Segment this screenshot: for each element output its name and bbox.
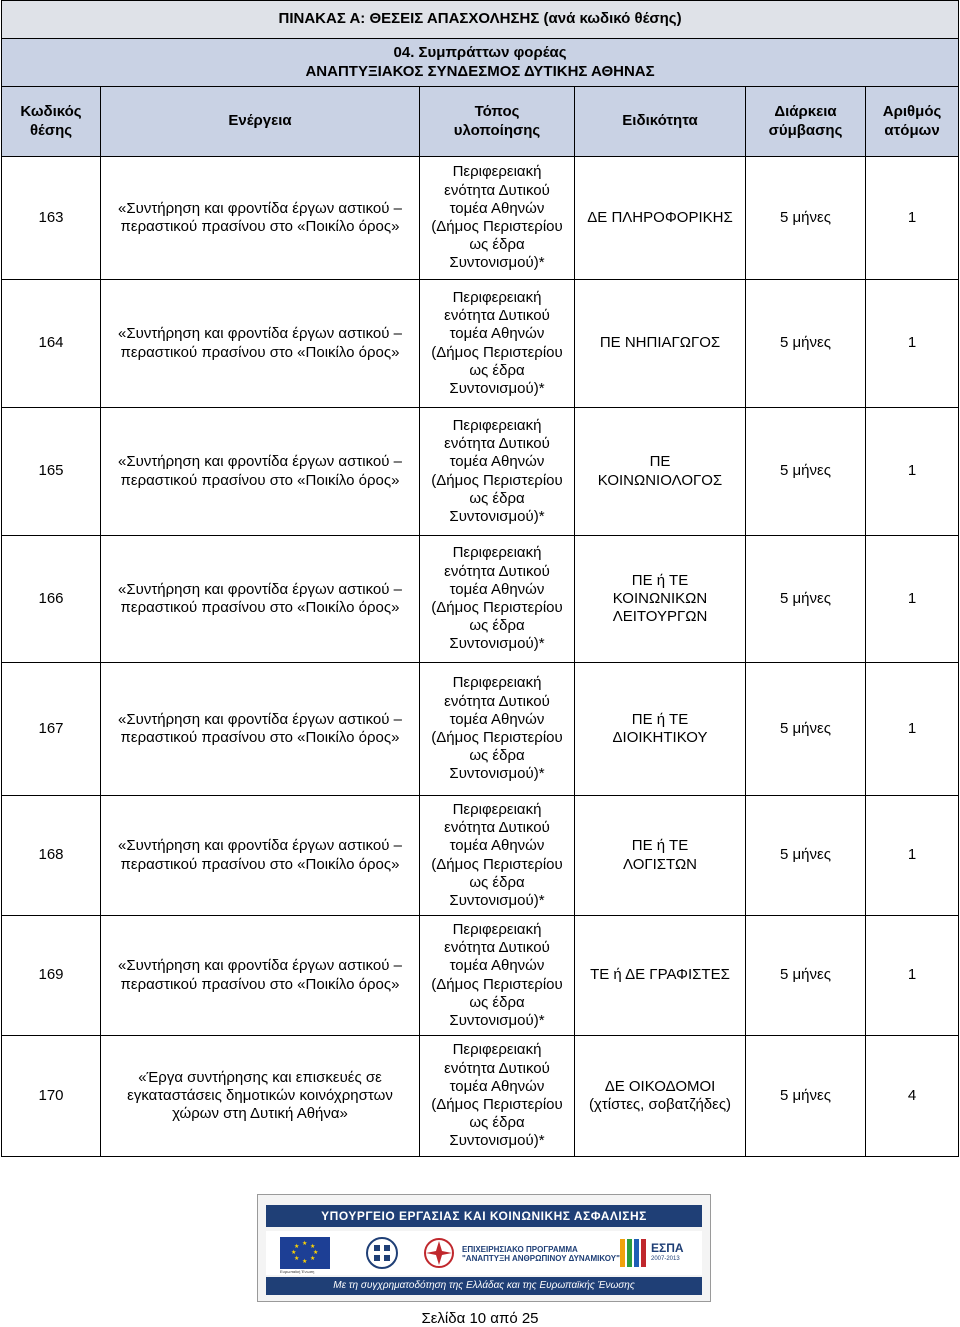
cell-action: «Συντήρηση και φροντίδα έργων αστικού – περαστικού πρασίνου στο «Ποικίλο όρος» xyxy=(101,796,420,916)
cell-code: 169 xyxy=(2,916,101,1036)
cell-count: 1 xyxy=(866,663,959,796)
cell-action: «Συντήρηση και φροντίδα έργων αστικού – περαστικού πρασίνου στο «Ποικίλο όρος» xyxy=(101,280,420,408)
header-duration: Διάρκεια σύμβασης xyxy=(746,87,866,157)
cell-action: «Συντήρηση και φροντίδα έργων αστικού – περαστικού πρασίνου στο «Ποικίλο όρος» xyxy=(101,663,420,796)
cell-code: 164 xyxy=(2,280,101,408)
subtitle-line-2: ΑΝΑΠΤΥΞΙΑΚΟΣ ΣΥΝΔΕΣΜΟΣ ΔΥΤΙΚΗΣ ΑΘΗΝΑΣ xyxy=(305,62,655,80)
cell-duration: 5 μήνες xyxy=(746,916,866,1036)
header-count: Αριθμός ατόμων xyxy=(866,87,959,157)
cell-place: Περιφερειακή ενότητα Δυτικού τομέα Αθηνών (Δήμος Περιστερίου ως έδρα Συντονισμού)* xyxy=(420,796,575,916)
cell-code: 165 xyxy=(2,408,101,536)
cell-duration: 5 μήνες xyxy=(746,536,866,663)
table-row xyxy=(2,157,959,280)
op-line-1: ΕΠΙΧΕΙΡΗΣΙΑΚΟ ΠΡΟΓΡΑΜΜΑ xyxy=(462,1245,578,1254)
cell-specialty: ΔΕ ΠΛΗΡΟΦΟΡΙΚΗΣ xyxy=(575,157,746,280)
cell-specialty: ΔΕ ΟΙΚΟΔΟΜΟΙ (χτίστες, σοβατζήδες) xyxy=(575,1036,746,1157)
cell-place: Περιφερειακή ενότητα Δυτικού τομέα Αθηνών (Δήμος Περιστερίου ως έδρα Συντονισμού)* xyxy=(420,280,575,408)
cell-duration: 5 μήνες xyxy=(746,796,866,916)
cell-count: 1 xyxy=(866,916,959,1036)
header-action: Ενέργεια xyxy=(101,87,420,157)
logos-strip xyxy=(266,1231,702,1275)
table-row xyxy=(2,796,959,916)
cell-place: Περιφερειακή ενότητα Δυτικού τομέα Αθηνών (Δήμος Περιστερίου ως έδρα Συντονισμού)* xyxy=(420,1036,575,1157)
operational-programme-text xyxy=(462,1245,620,1263)
cell-place: Περιφερειακή ενότητα Δυτικού τομέα Αθηνών (Δήμος Περιστερίου ως έδρα Συντονισμού)* xyxy=(420,663,575,796)
funding-logo-banner xyxy=(257,1194,711,1302)
cell-code: 170 xyxy=(2,1036,101,1157)
cell-action: «Συντήρηση και φροντίδα έργων αστικού – περαστικού πρασίνου στο «Ποικίλο όρος» xyxy=(101,916,420,1036)
cell-place: Περιφερειακή ενότητα Δυτικού τομέα Αθηνών (Δήμος Περιστερίου ως έδρα Συντονισμού)* xyxy=(420,157,575,280)
cell-duration: 5 μήνες xyxy=(746,157,866,280)
table-row xyxy=(2,408,959,536)
cell-count: 1 xyxy=(866,536,959,663)
eu-caption: Ευρωπαϊκή Ένωση xyxy=(280,1269,315,1274)
positions-table xyxy=(1,0,959,1157)
cell-place: Περιφερειακή ενότητα Δυτικού τομέα Αθηνών (Δήμος Περιστερίου ως έδρα Συντονισμού)* xyxy=(420,916,575,1036)
table-row xyxy=(2,663,959,796)
cell-place: Περιφερειακή ενότητα Δυτικού τομέα Αθηνών (Δήμος Περιστερίου ως έδρα Συντονισμού)* xyxy=(420,408,575,536)
greek-emblem-icon xyxy=(364,1235,400,1271)
table-subtitle xyxy=(2,39,959,87)
cell-code: 167 xyxy=(2,663,101,796)
cell-count: 1 xyxy=(866,796,959,916)
cofunding-banner: Με τη συγχρηματοδότηση της Ελλάδας και της Ευρωπαϊκής Ένωσης xyxy=(266,1277,702,1295)
cell-duration: 5 μήνες xyxy=(746,280,866,408)
cell-duration: 5 μήνες xyxy=(746,408,866,536)
cell-count: 1 xyxy=(866,157,959,280)
espa-label: ΕΣΠΑ xyxy=(651,1241,684,1255)
cell-count: 1 xyxy=(866,408,959,536)
cell-code: 168 xyxy=(2,796,101,916)
cell-specialty: ΠΕ ή ΤΕ ΛΟΓΙΣΤΩΝ xyxy=(575,796,746,916)
cell-specialty: ΠΕ ΚΟΙΝΩΝΙΟΛΟΓΟΣ xyxy=(575,408,746,536)
table-body xyxy=(2,157,959,1157)
cell-duration: 5 μήνες xyxy=(746,663,866,796)
cell-specialty: ΠΕ ή ΤΕ ΚΟΙΝΩΝΙΚΩΝ ΛΕΙΤΟΥΡΓΩΝ xyxy=(575,536,746,663)
table-row xyxy=(2,536,959,663)
table-row xyxy=(2,280,959,408)
operational-programme-icon xyxy=(421,1235,457,1271)
header-specialty: Ειδικότητα xyxy=(575,87,746,157)
subtitle-line-1: 04. Συμπράττων φορέας xyxy=(393,44,567,62)
cell-action: «Συντήρηση και φροντίδα έργων αστικού – περαστικού πρασίνου στο «Ποικίλο όρος» xyxy=(101,408,420,536)
cell-place: Περιφερειακή ενότητα Δυτικού τομέα Αθηνών (Δήμος Περιστερίου ως έδρα Συντονισμού)* xyxy=(420,536,575,663)
cell-code: 166 xyxy=(2,536,101,663)
cell-count: 4 xyxy=(866,1036,959,1157)
cell-action: «Συντήρηση και φροντίδα έργων αστικού – περαστικού πρασίνου στο «Ποικίλο όρος» xyxy=(101,157,420,280)
cell-specialty: ΤΕ ή ΔΕ ΓΡΑΦΙΣΤΕΣ xyxy=(575,916,746,1036)
table-row xyxy=(2,1036,959,1157)
cell-specialty: ΠΕ ή ΤΕ ΔΙΟΙΚΗΤΙΚΟΥ xyxy=(575,663,746,796)
header-place: Τόπος υλοποίησης xyxy=(420,87,575,157)
page-number: Σελίδα 10 από 25 xyxy=(421,1310,539,1327)
table-title: ΠΙΝΑΚΑΣ Α: ΘΕΣΕΙΣ ΑΠΑΣΧΟΛΗΣΗΣ (ανά κωδικό θέσης) xyxy=(2,1,959,39)
op-line-2: "ΑΝΑΠΤΥΞΗ ΑΝΘΡΩΠΙΝΟΥ ΔΥΝΑΜΙΚΟΥ" xyxy=(462,1254,620,1263)
cell-duration: 5 μήνες xyxy=(746,1036,866,1157)
cell-specialty: ΠΕ ΝΗΠΙΑΓΩΓΟΣ xyxy=(575,280,746,408)
cell-count: 1 xyxy=(866,280,959,408)
cell-action: «Συντήρηση και φροντίδα έργων αστικού – περαστικού πρασίνου στο «Ποικίλο όρος» xyxy=(101,536,420,663)
cell-action: «Έργα συντήρησης και επισκευές σε εγκαταστάσεις δημοτικών κοινόχρηστων χώρων στη Δυτική Αθήνα» xyxy=(101,1036,420,1157)
espa-years: 2007-2013 xyxy=(651,1256,680,1262)
header-code: Κωδικός θέσης xyxy=(2,87,101,157)
ministry-banner: ΥΠΟΥΡΓΕΙΟ ΕΡΓΑΣΙΑΣ ΚΑΙ ΚΟΙΝΩΝΙΚΗΣ ΑΣΦΑΛΙΣΗΣ xyxy=(266,1205,702,1227)
eu-flag-icon: ★ ★ ★ ★ ★ ★ ★ ★ xyxy=(280,1237,330,1269)
table-row xyxy=(2,916,959,1036)
cell-code: 163 xyxy=(2,157,101,280)
